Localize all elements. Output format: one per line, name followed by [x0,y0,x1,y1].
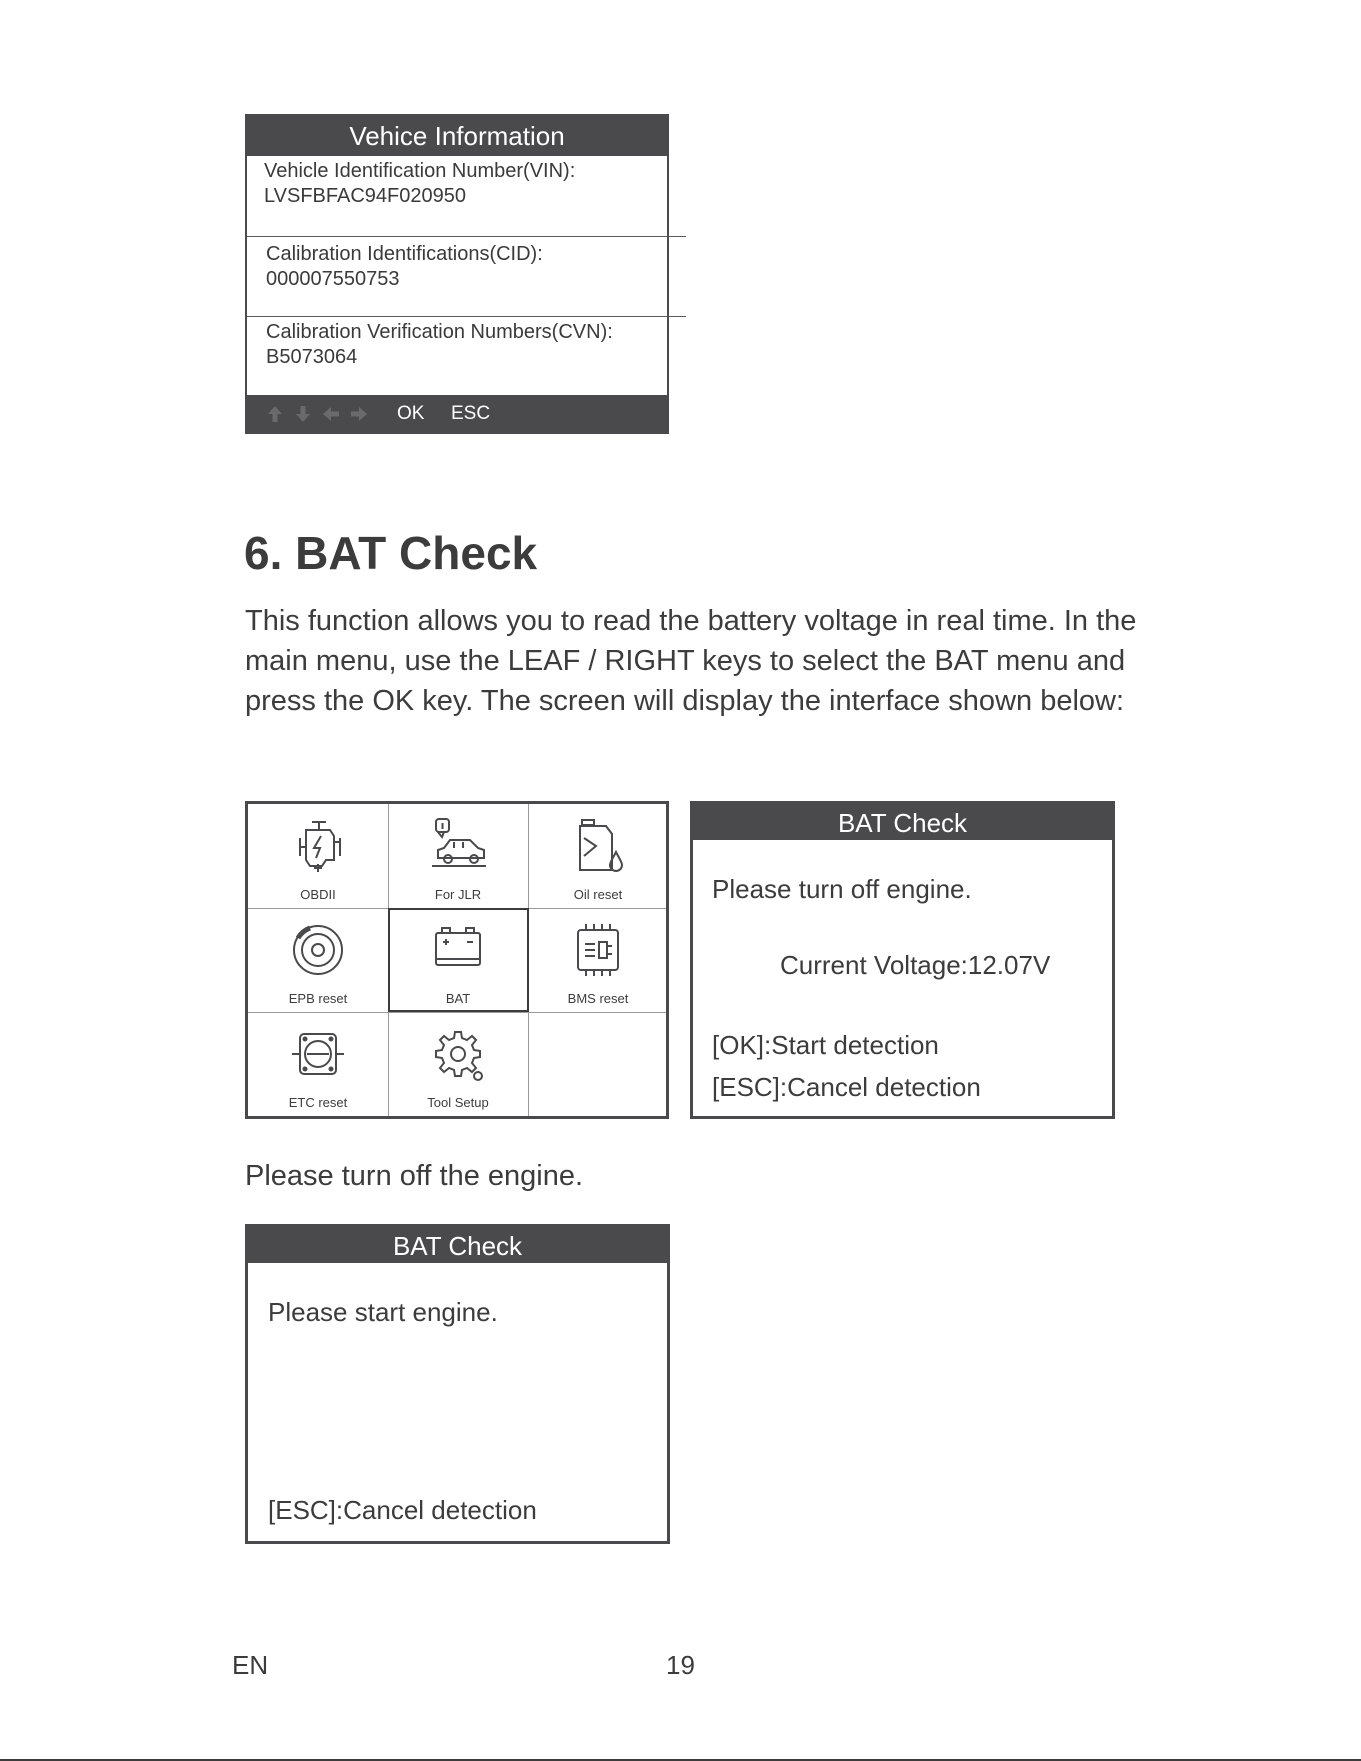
instruction-note: Please turn off the engine. [245,1160,584,1192]
ok-start-detection-text: [OK]:Start detection [712,1030,939,1060]
menu-item-bms-reset[interactable] [528,908,668,1012]
vin-section [247,156,684,239]
cid-value: 000007550753 [266,268,400,290]
menu-item-for-jlr[interactable] [388,804,528,908]
menu-item-oil-reset[interactable] [528,804,668,908]
vin-value: LVSFBFAC94F020950 [264,185,466,207]
menu-selection-highlight [388,908,529,1012]
arrow-right-icon [348,403,370,425]
cid-label: Calibration Identifications(CID): [266,243,543,265]
engine-icon [288,816,348,878]
bat-check-title: BAT Check [248,1227,667,1263]
car-info-icon [428,816,488,878]
ok-key-label: OK [397,403,425,424]
vehicle-info-screen [245,114,669,434]
current-voltage-text: Current Voltage:12.07V [780,950,1051,980]
menu-item-label: Tool Setup [427,1095,489,1110]
menu-item-label: OBDII [300,887,336,902]
turn-off-engine-text: Please turn off engine. [712,874,972,904]
menu-item-label: BAT [445,991,471,1006]
brake-disc-icon [288,920,348,982]
bat-check-screen-start [245,1224,670,1544]
menu-item-label: EPB reset [288,991,348,1006]
menu-item-label: Oil reset [573,887,623,902]
cid-section [247,236,686,322]
menu-item-tool-setup[interactable] [388,1012,528,1116]
throttle-icon [288,1024,348,1086]
vin-label: Vehicle Identification Number(VIN): [264,160,576,182]
main-menu-screen [245,801,669,1119]
vehicle-info-footer [247,395,667,432]
section-heading: 6. BAT Check [244,527,538,579]
bat-check-screen-voltage [690,801,1115,1119]
nav-arrows [264,395,370,432]
menu-item-label: BMS reset [567,991,629,1006]
bat-check-title: BAT Check [693,804,1112,840]
cvn-value: B5073064 [266,346,358,368]
menu-item-label: ETC reset [288,1095,348,1110]
esc-cancel-detection-text: [ESC]:Cancel detection [268,1495,537,1525]
footer-language: EN [232,1650,269,1680]
start-engine-text: Please start engine. [268,1297,498,1327]
esc-key-label: ESC [451,403,491,424]
esc-cancel-detection-text: [ESC]:Cancel detection [712,1072,981,1102]
arrow-left-icon [320,403,342,425]
menu-item-obdii[interactable] [248,804,388,908]
vehicle-info-title: Vehice Information [247,116,667,156]
oil-can-icon [568,816,628,878]
cvn-label: Calibration Verification Numbers(CVN): [266,321,613,343]
gear-icon [428,1024,488,1086]
cvn-section [247,316,686,400]
arrow-up-icon [264,403,286,425]
page-number: 19 [666,1650,695,1680]
menu-item-epb-reset[interactable] [248,908,388,1012]
section-paragraph: This function allows you to read the battery voltage in real time. In the main menu, use the LEAF / RIGHT keys to select the BAT menu and press the OK key. The screen will display the interface shown below: [245,605,1137,717]
menu-item-label: For JLR [434,887,482,902]
menu-item-etc-reset[interactable] [248,1012,388,1116]
bms-chip-icon [568,920,628,982]
arrow-down-icon [292,403,314,425]
